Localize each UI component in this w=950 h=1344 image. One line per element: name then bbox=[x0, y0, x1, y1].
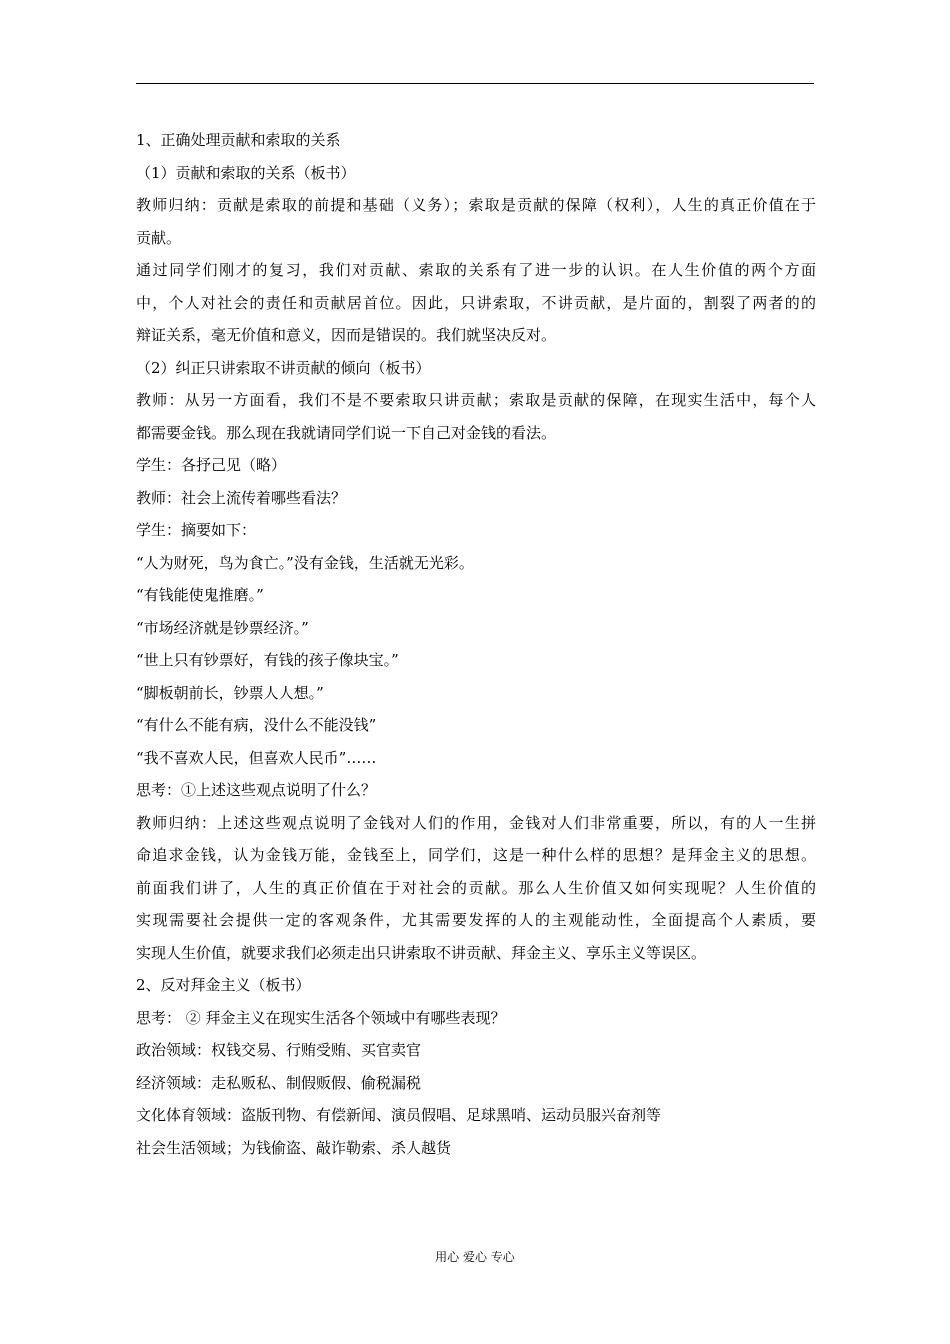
subsection-heading: （1）贡献和索取的关系（板书） bbox=[136, 163, 356, 182]
section-heading: 1、正确处理贡献和索取的关系 bbox=[136, 131, 341, 149]
text-line: 通过同学们刚才的复习，我们对贡献、索取的关系有了进一步的认识。在人生价值的两个方面 bbox=[136, 261, 816, 279]
text-line: 经济领域：走私贩私、制假贩假、偷税漏税 bbox=[136, 1073, 422, 1092]
text-line: 学生：各抒己见（略） bbox=[136, 456, 287, 474]
text-line: 中，个人对社会的责任和贡献居首位。因此，只讲索取，不讲贡献，是片面的，割裂了两者的的 bbox=[136, 293, 816, 312]
text-line: 教师：从另一方面看，我们不是不要索取只讲贡献；索取是贡献的保障，在现实生活中，每个人 bbox=[136, 391, 816, 409]
text-line: 实现需要社会提供一定的客观条件，尤其需要发挥的人的主观能动性，全面提高个人素质，要 bbox=[136, 911, 816, 929]
text-line: 文化体育领域：盗版刊物、有偿新闻、演员假唱、足球黑哨、运动员服兴奋剂等 bbox=[136, 1106, 662, 1124]
text-line: 都需要金钱。那么现在我就请同学们说一下自己对金钱的看法。 bbox=[136, 423, 557, 442]
quote-line: “脚板朝前长，钞票人人想。” bbox=[136, 683, 324, 702]
text-line: 思考： ② 拜金主义在现实生活各个领域中有哪些表现？ bbox=[136, 1008, 506, 1027]
text-line: 社会生活领域；为钱偷盗、敲诈勒索、杀人越货 bbox=[136, 1138, 452, 1157]
text-line: 实现人生价值，就要求我们必须走出只讲索取不讲贡献、拜金主义、享乐主义等误区。 bbox=[136, 943, 707, 962]
text-line: 教师：社会上流传着哪些看法？ bbox=[136, 488, 347, 507]
text-line: 命追求金钱，认为金钱万能，金钱至上，同学们，这是一种什么样的思想？是拜金主义的思想。 bbox=[136, 846, 816, 864]
quote-line: “我不喜欢人民，但喜欢人民币”…… bbox=[136, 748, 377, 767]
text-line: 前面我们讲了，人生的真正价值在于对社会的贡献。那么人生价值又如何实现呢？人生价值的 bbox=[136, 878, 816, 897]
quote-line: “世上只有钞票好，有钱的孩子像块宝。” bbox=[136, 651, 399, 669]
text-line: 政治领域：权钱交易、行贿受贿、买官卖官 bbox=[136, 1041, 422, 1059]
subsection-heading: （2）纠正只讲索取不讲贡献的倾向（板书） bbox=[136, 358, 431, 377]
page-footer: 用心 爱心 专心 bbox=[435, 1250, 515, 1264]
quote-line: “有什么不能有病，没什么不能没钱” bbox=[136, 716, 377, 734]
text-line: 学生：摘要如下： bbox=[136, 521, 257, 539]
text-line: 教师归纳：上述这些观点说明了金钱对人们的作用，金钱对人们非常重要，所以，有的人一生拼 bbox=[136, 813, 816, 832]
quote-line: “市场经济就是钞票经济。” bbox=[136, 618, 309, 637]
text-line: 教师归纳：贡献是索取的前提和基础（义务）；索取是贡献的保障（权利），人生的真正价值在于 bbox=[136, 196, 816, 214]
section-heading: 2、反对拜金主义（板书） bbox=[136, 976, 311, 994]
text-line: 辩证关系，毫无价值和意义，因而是错误的。我们就坚决反对。 bbox=[136, 326, 557, 344]
document-body bbox=[136, 124, 816, 1164]
quote-line: “有钱能使鬼推磨。” bbox=[136, 586, 264, 604]
text-line: 思考：①上述这些观点说明了什么？ bbox=[136, 781, 377, 799]
text-line: 贡献。 bbox=[136, 228, 182, 247]
header-rule bbox=[136, 83, 814, 84]
quote-line: “人为财死，鸟为食亡。”没有金钱，生活就无光彩。 bbox=[136, 553, 474, 572]
